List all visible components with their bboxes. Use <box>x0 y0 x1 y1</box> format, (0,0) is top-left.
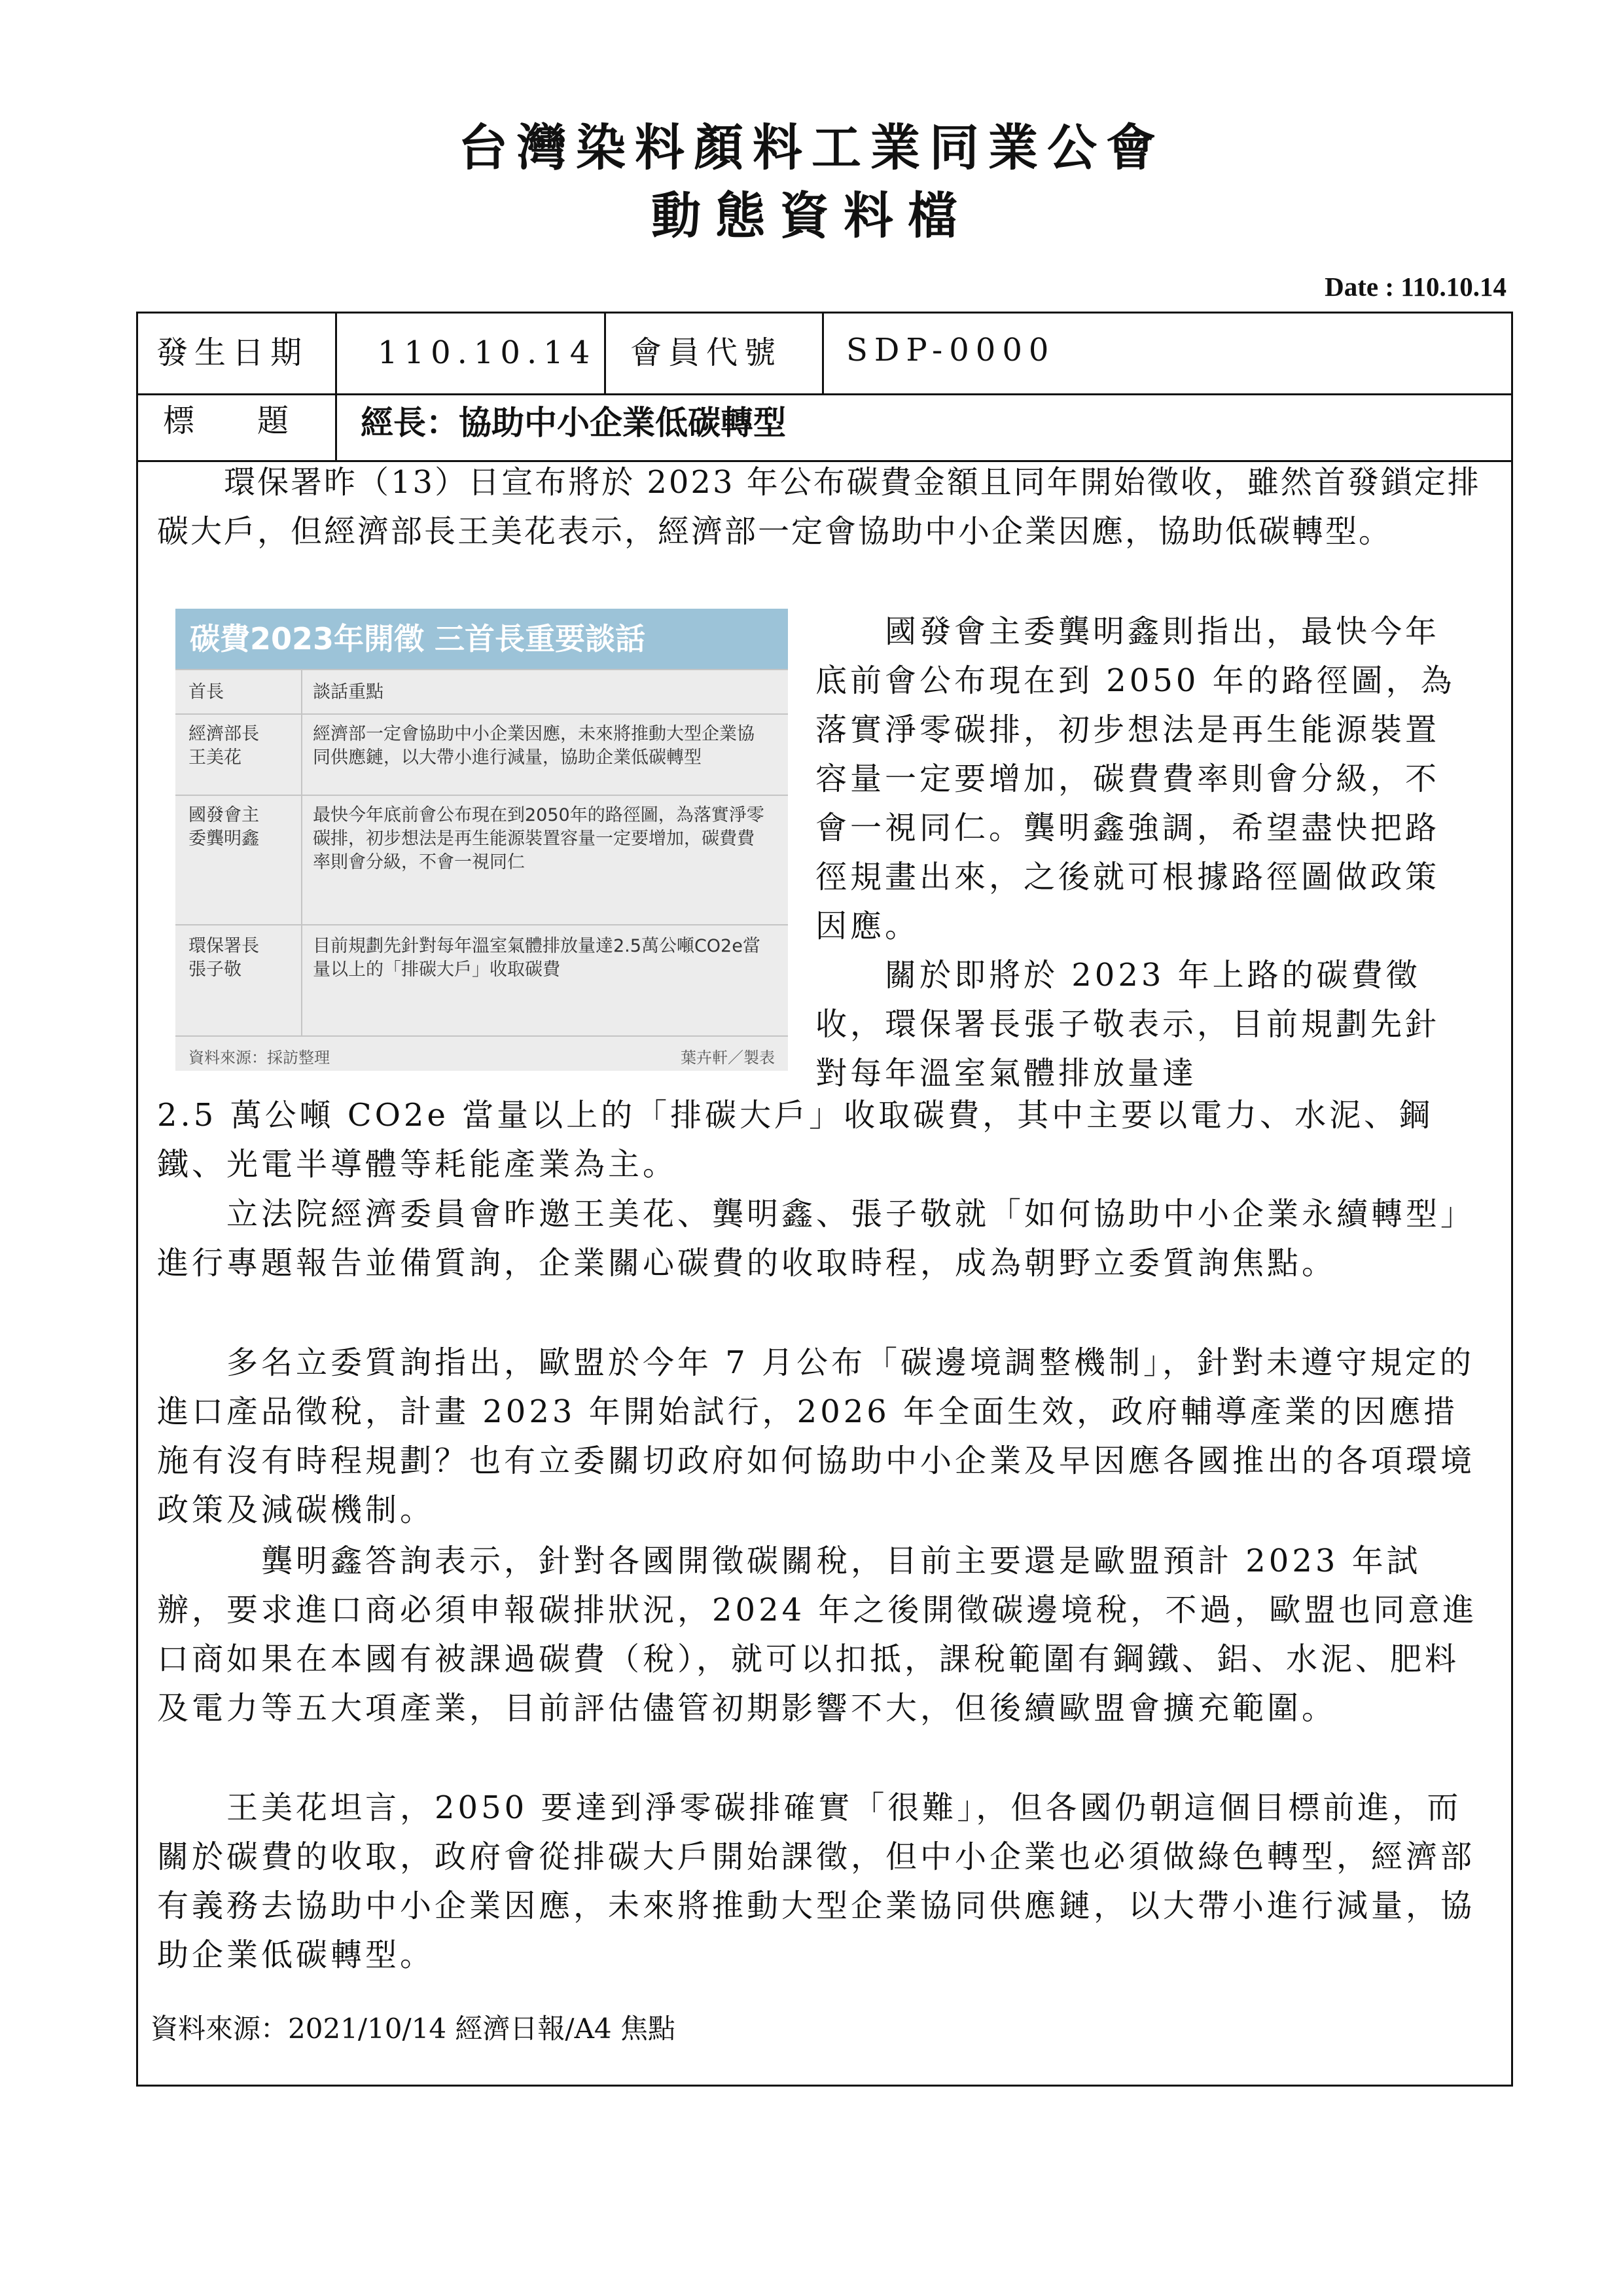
figure-header-row <box>175 669 788 715</box>
col-divider <box>822 314 824 393</box>
paragraph-epa: 關於即將於 2023 年上路的碳費徵收，環保署長張子敬表示，目前規劃先針對每年溫室氣體排放量達 <box>815 957 1440 1092</box>
paragraph-legislature: 立法院經濟委員會昨邀王美花、龔明鑫、張子敬就「如何協助中小企業永續轉型」進行專題報告並備質詢，企業關心碳費的收取時程，成為朝野立委質詢焦點。 <box>157 1196 1476 1282</box>
doc-title: 動態資料檔 <box>651 187 972 245</box>
figure-col-head-official: 首長 <box>188 682 224 702</box>
figure-row-ndc <box>175 795 788 925</box>
figure-maker: 葉卉軒／製表 <box>681 1049 775 1067</box>
figure-remark: 最快今年底前會公布現在到2050年的路徑圖，為落實淨零碳排，初步想法是再生能源裝置容量一定要增加，碳費費率則會分級，不會一視同仁 <box>313 805 764 872</box>
paragraph-minister: 王美花坦言，2050 要達到淨零碳排確實「很難」，但各國仍朝這個目標前進，而關於碳費的收取，政府會從排碳大戶開始課徵，但中小企業也必須做綠色轉型，經濟部有義務去協助中小企業因應，未來將推動大型企業協同供應鏈，以大帶小進行減量，協助企業低碳轉型。 <box>157 1789 1476 1973</box>
figure-source: 資料來源：採訪整理 <box>188 1049 330 1067</box>
org-title: 台灣染料顏料工業同業公會 <box>458 118 1165 177</box>
paragraph-epa-continued: 2.5 萬公噸 CO2e 當量以上的「排碳大戶」收取碳費，其中主要以電力、水泥、鋼鐵、光電半導體等耗能產業為主。 <box>157 1097 1434 1183</box>
col-divider <box>604 314 606 393</box>
paragraph-cbam: 多名立委質詢指出，歐盟於今年 7 月公布「碳邊境調整機制」，針對未遵守規定的進口產品徵稅，計畫 2023 年開始試行，2026 年全面生效，政府輔導產業的因應措施有沒有時程規劃？也有立委關切政府如何協助中小企業及早因應各國推出的各項環境政策及減碳機制。 <box>157 1344 1476 1528</box>
date-value: 110.10.14 <box>378 334 597 371</box>
source-note: 資料來源：2021/10/14 經濟日報/A4 焦點 <box>151 2013 675 2045</box>
paragraph-ndc: 國發會主委龔明鑫則指出，最快今年底前會公布現在到 2050 年的路徑圖，為落實淨零碳排，初步想法是再生能源裝置容量一定要增加，碳費費率則會分級，不會一視同仁。龔明鑫強調，希望盡快把路徑規畫出來，之後就可根據路徑圖做政策因應。 <box>815 613 1455 944</box>
figure-remark: 經濟部一定會協助中小企業因應，未來將推動大型企業協同供應鏈，以大帶小進行減量，協助企業低碳轉型 <box>313 724 755 768</box>
member-label: 會員代號 <box>630 334 783 371</box>
date-label: 發生日期 <box>156 334 309 371</box>
paragraph-intro: 環保署昨（13）日宣布將於 2023 年公布碳費金額且同年開始徵收，雖然首發鎖定排碳大戶，但經濟部長王美花表示，經濟部一定會協助中小企業因應，協助低碳轉型。 <box>157 464 1481 550</box>
figure-heading: 碳費2023年開徵 三首長重要談話 <box>175 609 788 669</box>
figure-official: 經濟部長 王美花 <box>188 724 259 768</box>
member-value: SDP-0000 <box>846 332 1056 368</box>
col-divider <box>335 314 337 460</box>
figure-remark: 目前規劃先針對每年溫室氣體排放量達2.5萬公噸CO2e當量以上的「排碳大戶」收取碳費 <box>313 936 760 980</box>
figure-col-head-remark: 談話重點 <box>313 682 383 702</box>
figure-row-epa <box>175 924 788 1037</box>
title-label: 標 題 <box>163 403 289 439</box>
figure-official: 國發會主 委龔明鑫 <box>188 805 259 849</box>
title-value: 經長：協助中小企業低碳轉型 <box>361 404 786 442</box>
figure-footer <box>175 1035 788 1071</box>
date-line: Date : 110.10.14 <box>1325 272 1507 302</box>
figure-row-moea <box>175 713 788 796</box>
summary-table-image <box>175 609 788 1071</box>
row-divider <box>138 393 1511 395</box>
paragraph-reply: 龔明鑫答詢表示，針對各國開徵碳關稅，目前主要還是歐盟預計 2023 年試辦，要求進口商必須申報碳排狀況，2024 年之後開徵碳邊境稅，不過，歐盟也同意進口商如果在本國有被課過碳費（稅），就可以扣抵，課稅範圍有鋼鐵、鋁、水泥、肥料及電力等五大項產業，目前評估儘管初期影響不大，但後續歐盟會擴充範圍。 <box>157 1543 1478 1727</box>
figure-official: 環保署長 張子敬 <box>188 936 259 980</box>
